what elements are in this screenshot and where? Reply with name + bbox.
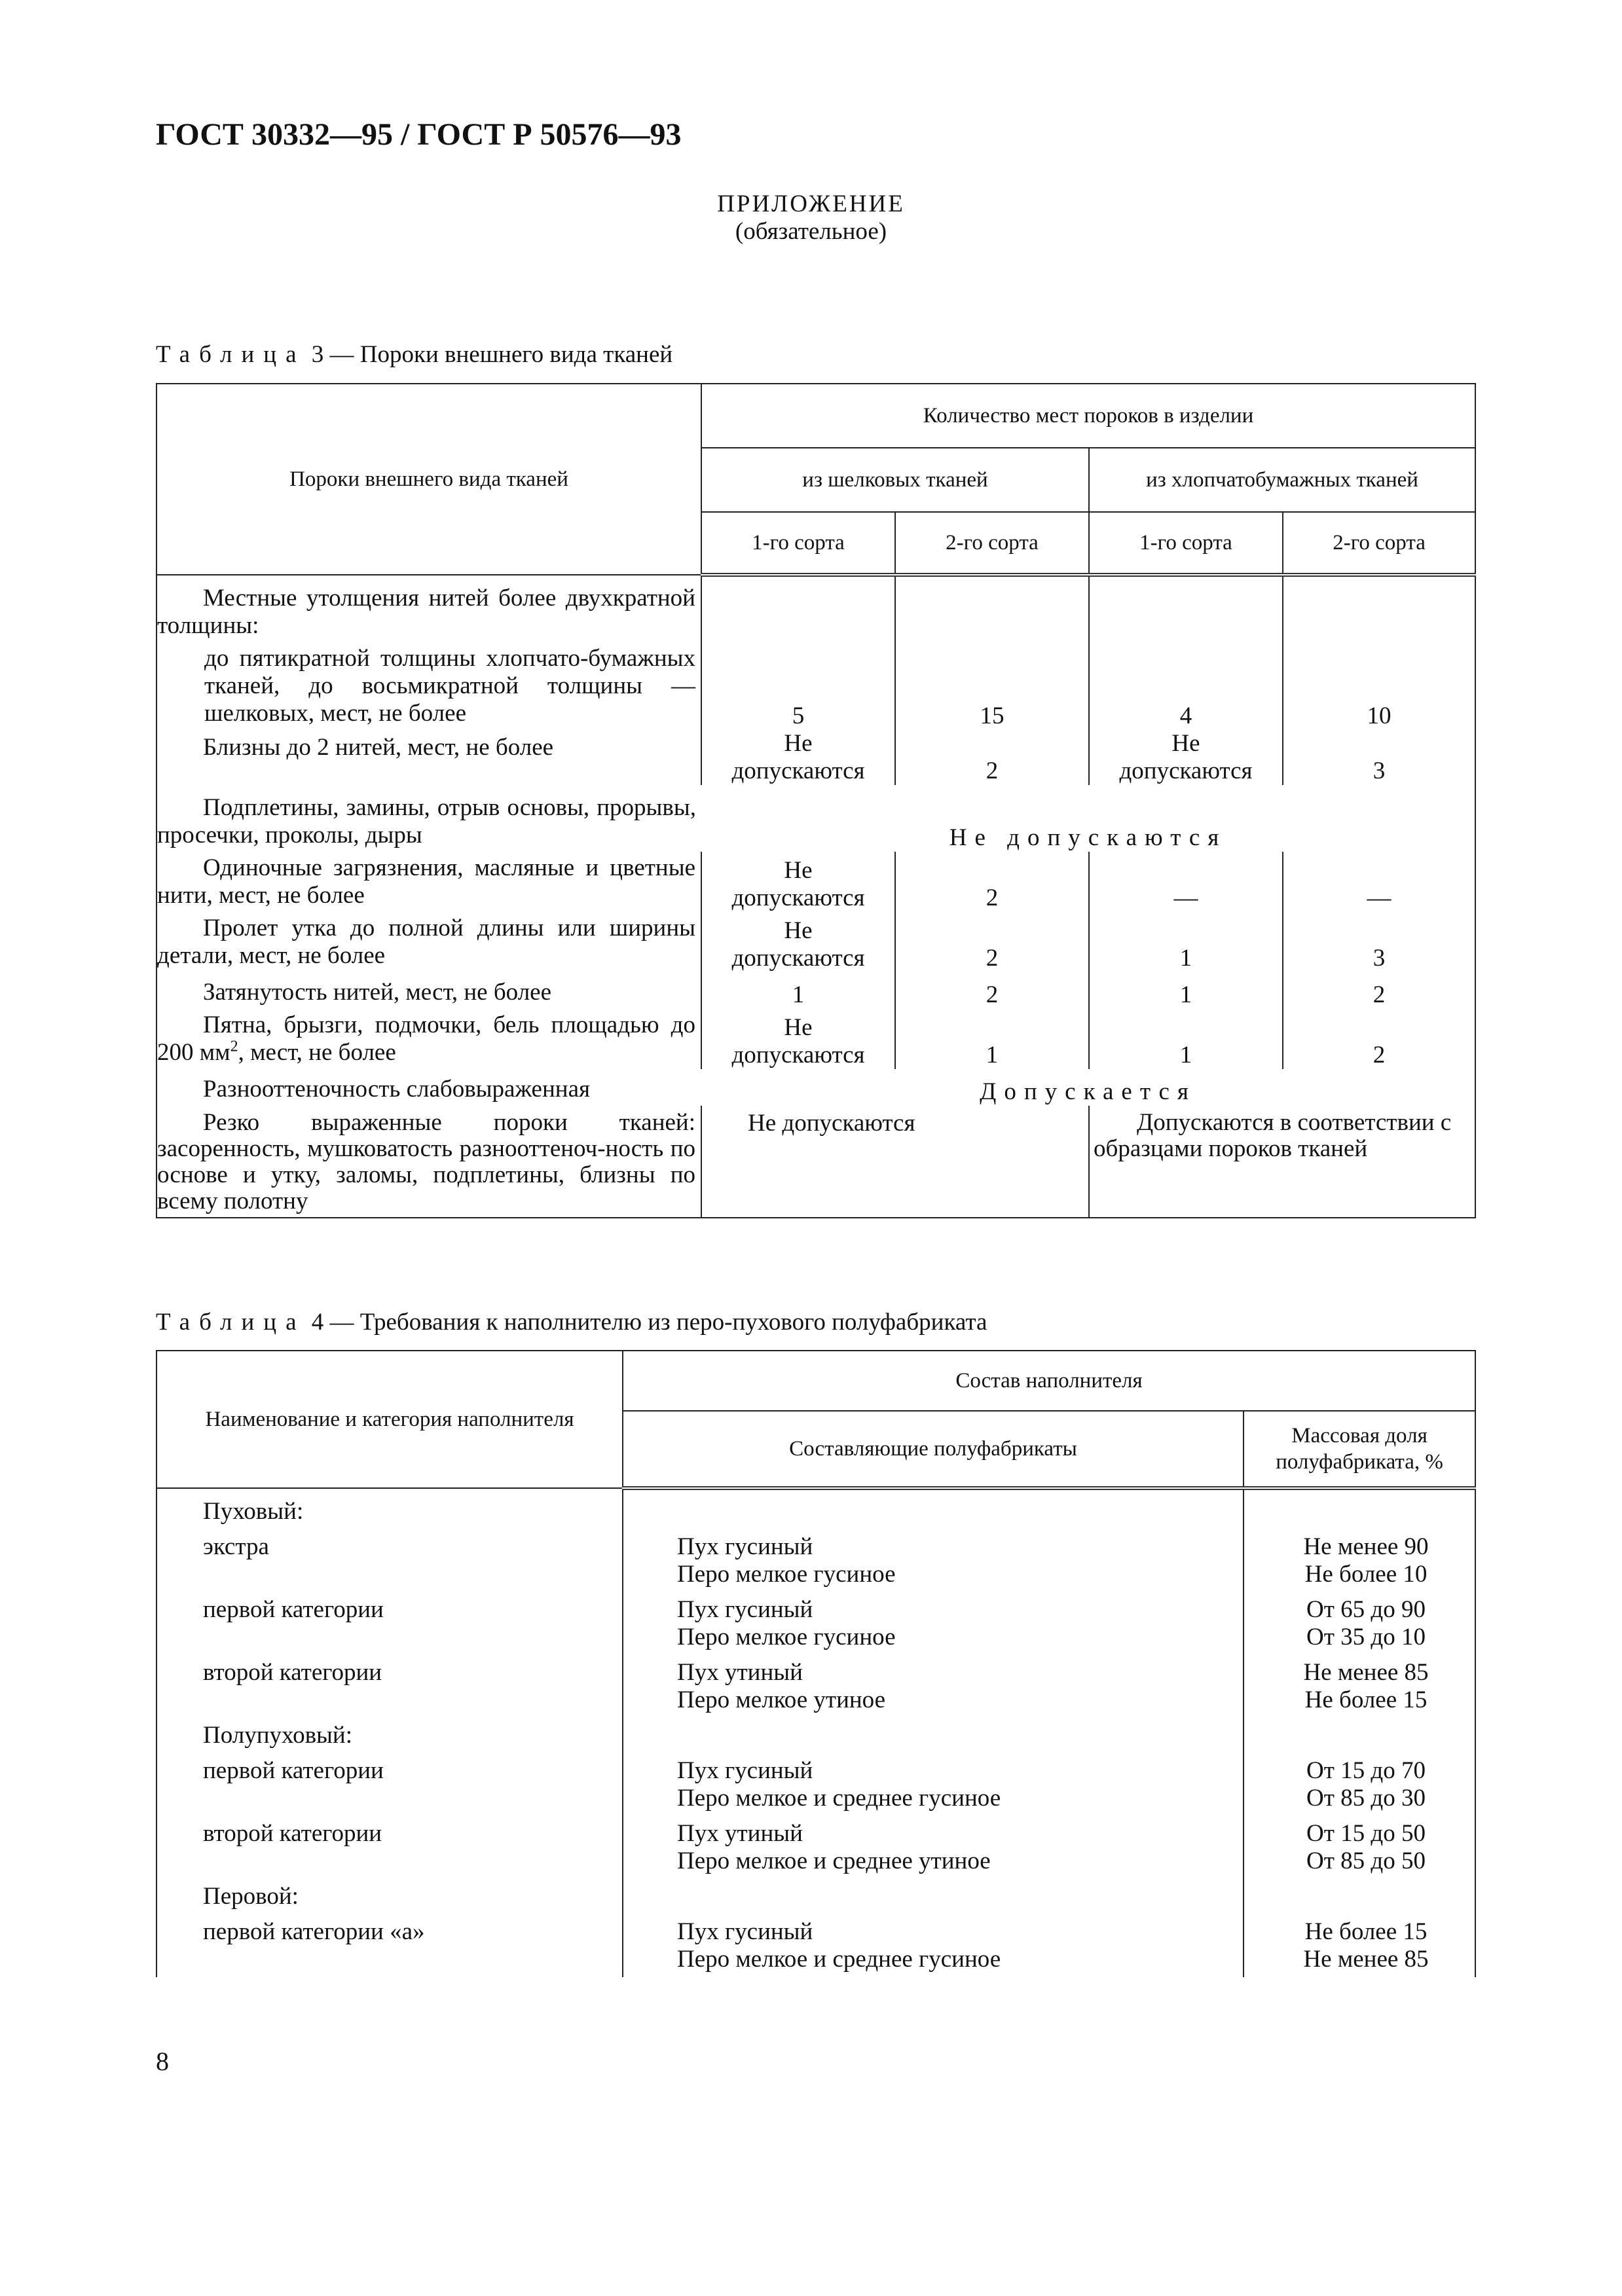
table-row (157, 1879, 1475, 1914)
value-cell: 2 (1283, 1009, 1475, 1069)
table4-filler-requirements (156, 1350, 1476, 1977)
filler-group: Пуховый: (203, 1498, 304, 1525)
document-code-header: ГОСТ 30332—95 / ГОСТ Р 50576—93 (156, 117, 682, 152)
share-cell: От 15 до 50 От 85 до 50 (1244, 1816, 1475, 1879)
table-row (157, 972, 1475, 1009)
table-row (157, 642, 1475, 730)
value-cell: 5 (701, 642, 895, 730)
value-cell: 3 (1283, 730, 1475, 785)
defect-description: Пятна, брызги, подмочки, бель площадью до 200 $мм^2$, мест, не более (157, 1011, 695, 1066)
filler-category: первой категории (203, 1596, 384, 1623)
value-cell: 1 (1089, 1009, 1283, 1069)
table-row (157, 575, 1475, 642)
appendix-title: ПРИЛОЖЕНИЕ (717, 191, 905, 217)
table-row (157, 1592, 1475, 1655)
value-cell: 15 (895, 642, 1089, 730)
table4-header-name: Наименование и категория наполнителя (157, 1351, 623, 1488)
filler-category: первой категории «а» (203, 1918, 425, 1945)
table3-header-grade1-silk: 1-го сорта (701, 512, 895, 575)
value-cell: 2 (895, 912, 1089, 972)
table-row (157, 1488, 1475, 1529)
table4-caption-word: Таблица (156, 1309, 306, 1336)
share-cell: Не менее 90 Не более 10 (1244, 1529, 1475, 1592)
value-cell: — (1089, 852, 1283, 912)
defect-description: Затянутость нитей, мест, не более (203, 979, 552, 1006)
table4-caption (156, 1308, 987, 1336)
defect-description: Разнооттеночность слабовыраженная (203, 1076, 591, 1102)
filler-category: первой категории (203, 1757, 384, 1784)
value-cell: 4 (1089, 642, 1283, 730)
appendix-subtitle: (обязательное) (735, 218, 887, 245)
table3-caption-word: Таблица (156, 341, 306, 368)
value-cell: Не допускаются (701, 852, 895, 912)
share-cell: Не менее 85 Не более 15 (1244, 1655, 1475, 1718)
table3-fabric-defects (156, 383, 1476, 1218)
table3-header-grade2-silk: 2-го сорта (895, 512, 1089, 575)
value-cell: — (1283, 852, 1475, 912)
defect-description: Местные утолщения нитей более двухкратной толщины: (157, 585, 695, 639)
value-cell: 1 (701, 972, 895, 1009)
value-cell: Не допускаются (701, 912, 895, 972)
defect-description: Одиночные загрязнения, масляные и цветные нити, мест, не более (157, 854, 695, 909)
value-cell: 2 (895, 852, 1089, 912)
value-cell: 1 (1089, 972, 1283, 1009)
table-row (157, 1009, 1475, 1069)
value-cell: 2 (1283, 972, 1475, 1009)
table-row (157, 730, 1475, 785)
table-row (157, 912, 1475, 972)
silk-value-cell: Не допускаются (701, 1106, 1089, 1218)
defect-description: Резко выраженные пороки тканей: засоренность, мушковатость разнооттеноч-ность по основе и утку, заломы, подплетины, близны по всему полотну (157, 1106, 701, 1218)
value-cell: Не допускаются (1089, 730, 1283, 785)
filler-category: экстра (203, 1533, 269, 1560)
value-cell: Не допускаются (701, 730, 895, 785)
table3-caption (156, 340, 673, 369)
table-row (157, 785, 1475, 852)
filler-category: второй категории (203, 1820, 382, 1847)
defect-description: Подплетины, замины, отрыв основы, прорывы, просечки, проколы, дыры (157, 794, 696, 848)
value-cell: 2 (895, 730, 1089, 785)
table-row (157, 1655, 1475, 1718)
table-row (157, 1816, 1475, 1879)
component-cell: Пух гусиный Перо мелкое и среднее гусиное (623, 1753, 1244, 1816)
table-row (157, 1718, 1475, 1753)
value-cell: 10 (1283, 642, 1475, 730)
table4-header-components: Составляющие полуфабрикаты (623, 1411, 1244, 1488)
component-cell: Пух гусиный Перо мелкое гусиное (623, 1529, 1244, 1592)
table4-caption-text: 4 — Требования к наполнителю из перо-пухового полуфабриката (311, 1309, 987, 1336)
value-cell: 3 (1283, 912, 1475, 972)
span-value-cell: Не допускаются (949, 824, 1227, 851)
share-cell: От 15 до 70 От 85 до 30 (1244, 1753, 1475, 1816)
table3-header-grade2-cotton: 2-го сорта (1283, 512, 1475, 575)
table3-caption-text: 3 — Пороки внешнего вида тканей (311, 341, 673, 368)
table3-header-grade1-cotton: 1-го сорта (1089, 512, 1283, 575)
table-row (157, 1914, 1475, 1977)
share-cell: Не более 15 Не менее 85 (1244, 1914, 1475, 1977)
component-cell: Пух гусиный Перо мелкое гусиное (623, 1592, 1244, 1655)
component-cell: Пух утиный Перо мелкое утиное (623, 1655, 1244, 1718)
table3-header-cotton: из хлопчатобумажных тканей (1089, 448, 1475, 512)
value-cell: 1 (1089, 912, 1283, 972)
table4-header-composition: Состав наполнителя (623, 1351, 1475, 1411)
table3-header-defects: Пороки внешнего вида тканей (157, 384, 701, 575)
value-cell: Не допускаются (701, 1009, 895, 1069)
cotton-value-cell: Допускаются в соответствии с образцами пороков тканей (1089, 1106, 1475, 1218)
value-cell: 2 (895, 972, 1089, 1009)
table-row (157, 1753, 1475, 1816)
table-row (157, 1106, 1475, 1218)
component-cell: Пух утиный Перо мелкое и среднее утиное (623, 1816, 1244, 1879)
table-row (157, 1529, 1475, 1592)
filler-group: Перовой: (203, 1883, 299, 1910)
filler-group: Полупуховый: (203, 1722, 352, 1749)
filler-category: второй категории (203, 1659, 382, 1686)
table-row (157, 1069, 1475, 1106)
share-cell: От 65 до 90 От 35 до 10 (1244, 1592, 1475, 1655)
table4-header-share: Массовая доля полуфабриката, % (1244, 1411, 1475, 1488)
component-cell: Пух гусиный Перо мелкое и среднее гусиное (623, 1914, 1244, 1977)
value-cell: 1 (895, 1009, 1089, 1069)
page-number: 8 (156, 2047, 169, 2076)
defect-description: Пролет утка до полной длины или ширины детали, мест, не более (157, 915, 695, 969)
table3-header-quantity: Количество мест пороков в изделии (701, 384, 1475, 448)
table3-header-silk: из шелковых тканей (701, 448, 1089, 512)
defect-description: до пятикратной толщины хлопчато-бумажных тканей, до восьмикратной толщины — шелковых, мест, не более (204, 645, 695, 727)
defect-description: Близны до 2 нитей, мест, не более (203, 734, 554, 761)
span-value-cell: Допускается (980, 1078, 1196, 1105)
table-row (157, 852, 1475, 912)
